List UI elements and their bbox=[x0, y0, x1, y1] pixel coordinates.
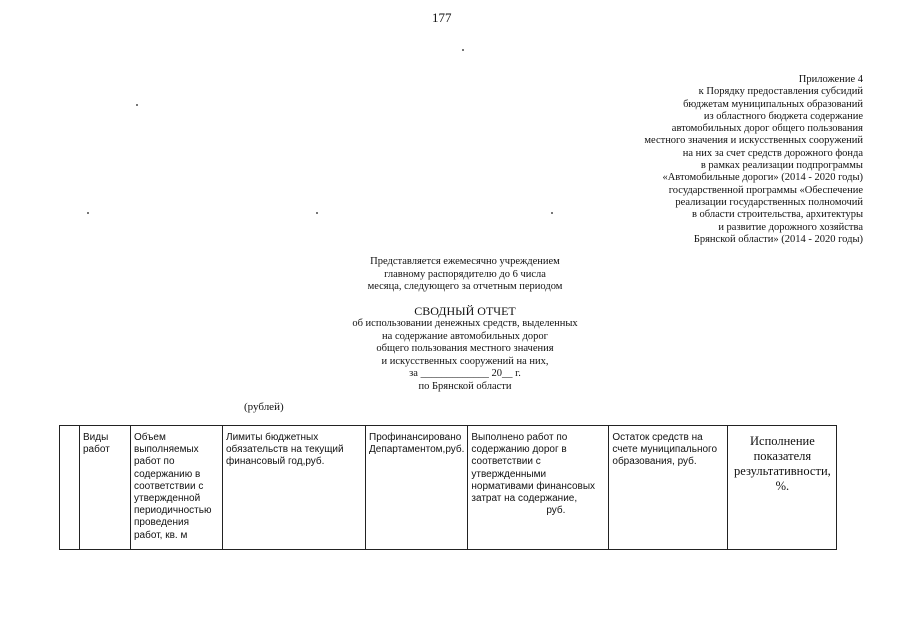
report-region-line: по Брянской области bbox=[418, 380, 512, 392]
appendix-line: бюджетам муниципальных образований bbox=[683, 98, 863, 110]
report-line: об использовании денежных средств, выделенных bbox=[352, 318, 578, 329]
header-work-volume: Объем выполняемых работ по содержанию в соответствии с утвержденной периодичностью проведения работ, кв. м bbox=[131, 426, 223, 550]
appendix-line: реализации государственных полномочий bbox=[675, 196, 863, 208]
scan-speck bbox=[136, 104, 138, 106]
appendix-block bbox=[563, 74, 863, 246]
report-title: СВОДНЫЙ ОТЧЕТ bbox=[414, 304, 516, 318]
header-performance: Исполнение показателя результативности, %. bbox=[728, 426, 837, 550]
submission-note bbox=[330, 256, 600, 294]
page-number: 177 bbox=[432, 10, 452, 25]
header-work-type: Виды работ bbox=[80, 426, 131, 550]
header-work-completed bbox=[468, 426, 609, 550]
report-line: общего пользования местного значения bbox=[376, 343, 554, 354]
table-header-row bbox=[60, 426, 837, 550]
report-heading bbox=[300, 304, 630, 393]
scan-speck bbox=[551, 212, 553, 214]
appendix-line: и развитие дорожного хозяйства bbox=[718, 221, 863, 233]
appendix-line: «Автомобильные дороги» (2014 - 2020 годы) bbox=[662, 172, 863, 184]
scan-speck bbox=[462, 49, 464, 51]
appendix-line: к Порядку предоставления субсидий bbox=[698, 86, 863, 98]
appendix-line: местного значения и искусственных сооружений bbox=[644, 135, 863, 147]
header-financed: Профинансировано Департаментом,руб. bbox=[366, 426, 468, 550]
intro-line: Представляется ежемесячно учреждением bbox=[370, 256, 560, 267]
header-work-completed-unit: руб. bbox=[546, 505, 566, 517]
report-line: на содержание автомобильных дорог bbox=[382, 330, 548, 342]
scan-speck bbox=[316, 212, 318, 214]
appendix-line: Брянской области» (2014 - 2020 годы) bbox=[693, 233, 863, 245]
appendix-line: государственной программы «Обеспечение bbox=[668, 184, 863, 196]
intro-line: месяца, следующего за отчетным периодом bbox=[367, 281, 563, 292]
header-blank-cell bbox=[60, 426, 80, 550]
intro-line: главному распорядителю до 6 числа bbox=[384, 268, 546, 280]
unit-label: (рублей) bbox=[244, 401, 284, 413]
header-work-completed-text: Выполнено работ по содержанию дорог в соответствии с утвержденными нормативами финансовых затрат на содержание, bbox=[471, 432, 596, 505]
appendix-line: Приложение 4 bbox=[798, 74, 863, 85]
header-balance: Остаток средств на счете муниципального образования, руб. bbox=[609, 426, 728, 550]
appendix-line: в области строительства, архитектуры bbox=[691, 209, 863, 221]
scan-speck bbox=[87, 212, 89, 214]
report-table bbox=[59, 425, 837, 550]
appendix-line: из областного бюджета содержание bbox=[703, 110, 863, 122]
appendix-line: на них за счет средств дорожного фонда bbox=[682, 147, 863, 159]
appendix-line: автомобильных дорог общего пользования bbox=[671, 123, 863, 135]
report-line: и искусственных сооружений на них, bbox=[381, 355, 549, 367]
appendix-line: в рамках реализации подпрограммы bbox=[700, 160, 863, 172]
report-period-line: за _____________ 20__ г. bbox=[409, 368, 521, 379]
header-budget-limits: Лимиты бюджетных обязательств на текущий финансовый год,руб. bbox=[223, 426, 366, 550]
